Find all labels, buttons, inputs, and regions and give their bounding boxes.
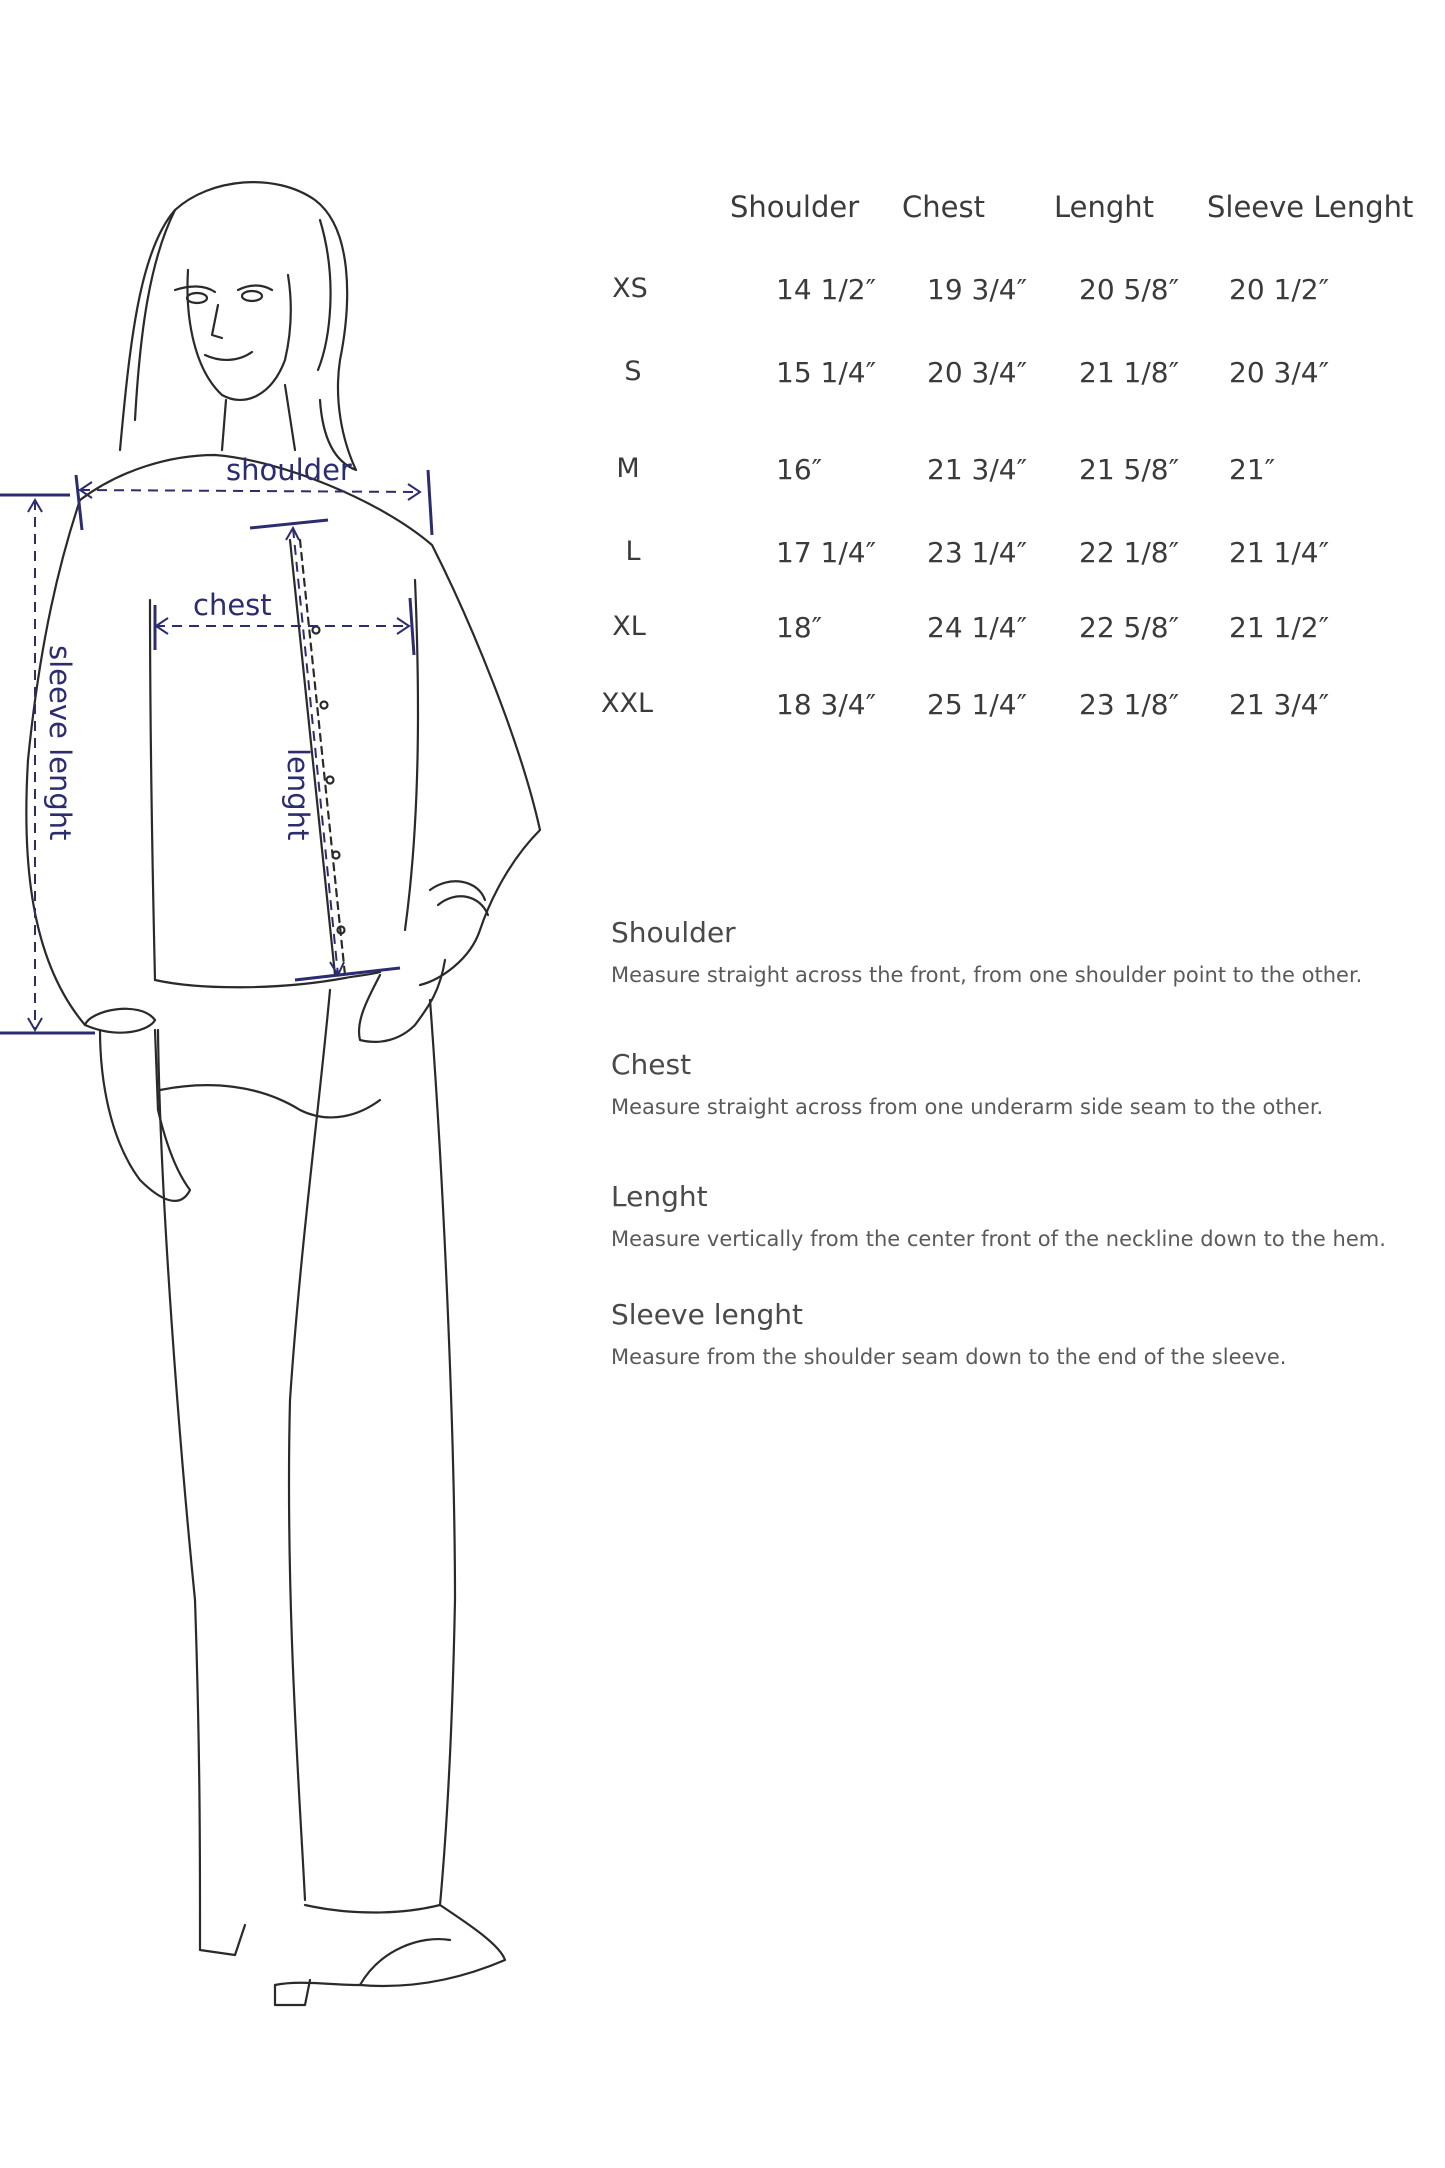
- sleeve-value: 21 3/4″: [1229, 688, 1330, 721]
- shoulder-value: 18 3/4″: [776, 688, 877, 721]
- table-row: [600, 273, 1420, 313]
- length-value: 22 5/8″: [1079, 611, 1180, 644]
- sleeve-value: 20 1/2″: [1229, 273, 1330, 306]
- guide-item-length: [611, 1180, 1386, 1251]
- shirt-outline: [80, 455, 540, 985]
- shoulder-annotation: shoulder: [226, 453, 352, 487]
- size-label: XXL: [600, 688, 654, 719]
- shoulder-value: 14 1/2″: [776, 273, 877, 306]
- table-row: [600, 688, 1420, 728]
- guide-description: Measure from the shoulder seam down to the end of the sleeve.: [611, 1345, 1287, 1369]
- chest-value: 21 3/4″: [927, 453, 1028, 486]
- figure-illustration: [0, 0, 600, 2168]
- shoulder-value: 15 1/4″: [776, 356, 877, 389]
- length-value: 20 5/8″: [1079, 273, 1180, 306]
- table-row: [600, 453, 1420, 493]
- chest-value: 24 1/4″: [927, 611, 1028, 644]
- guide-title: Shoulder: [611, 916, 736, 949]
- sleeve-value: 21 1/2″: [1229, 611, 1330, 644]
- sleeve-value: 20 3/4″: [1229, 356, 1330, 389]
- chest-value: 25 1/4″: [927, 688, 1028, 721]
- guide-description: Measure straight across from one underarm side seam to the other.: [611, 1095, 1324, 1119]
- shoulder-value: 17 1/4″: [776, 536, 877, 569]
- chest-annotation: chest: [193, 588, 272, 622]
- length-value: 21 5/8″: [1079, 453, 1180, 486]
- sleeve-value: 21″: [1229, 453, 1276, 486]
- header-chest: Chest: [902, 190, 985, 224]
- table-row: [600, 611, 1420, 651]
- guide-title: Chest: [611, 1048, 692, 1081]
- chest-value: 20 3/4″: [927, 356, 1028, 389]
- length-annotation: lenght: [281, 748, 315, 841]
- size-label: L: [625, 536, 641, 567]
- size-label: XS: [612, 273, 648, 304]
- sleeve-value: 21 1/4″: [1229, 536, 1330, 569]
- guide-description: Measure vertically from the center front of the neckline down to the hem.: [611, 1227, 1386, 1251]
- table-row: [600, 356, 1420, 396]
- shoulder-value: 16″: [776, 453, 823, 486]
- sleeve-length-annotation: sleeve lenght: [43, 645, 77, 841]
- guide-item-shoulder: [611, 916, 1362, 987]
- guide-title: Lenght: [611, 1180, 708, 1213]
- size-label: M: [616, 453, 640, 484]
- size-label: S: [624, 356, 642, 387]
- header-shoulder: Shoulder: [730, 190, 860, 224]
- header-sleeve-length: Sleeve Lenght: [1207, 190, 1414, 224]
- shoulder-value: 18″: [776, 611, 823, 644]
- chest-value: 23 1/4″: [927, 536, 1028, 569]
- header-length: Lenght: [1054, 190, 1155, 224]
- length-value: 22 1/8″: [1079, 536, 1180, 569]
- length-value: 23 1/8″: [1079, 688, 1180, 721]
- guide-item-sleeve-length: [611, 1298, 1286, 1369]
- table-row: [600, 536, 1420, 576]
- length-value: 21 1/8″: [1079, 356, 1180, 389]
- guide-title: Sleeve lenght: [611, 1298, 803, 1331]
- pants-outline: [158, 1030, 200, 1920]
- guide-item-chest: [611, 1048, 1323, 1119]
- guide-description: Measure straight across the front, from one shoulder point to the other.: [611, 963, 1363, 987]
- size-label: XL: [612, 611, 646, 642]
- chest-value: 19 3/4″: [927, 273, 1028, 306]
